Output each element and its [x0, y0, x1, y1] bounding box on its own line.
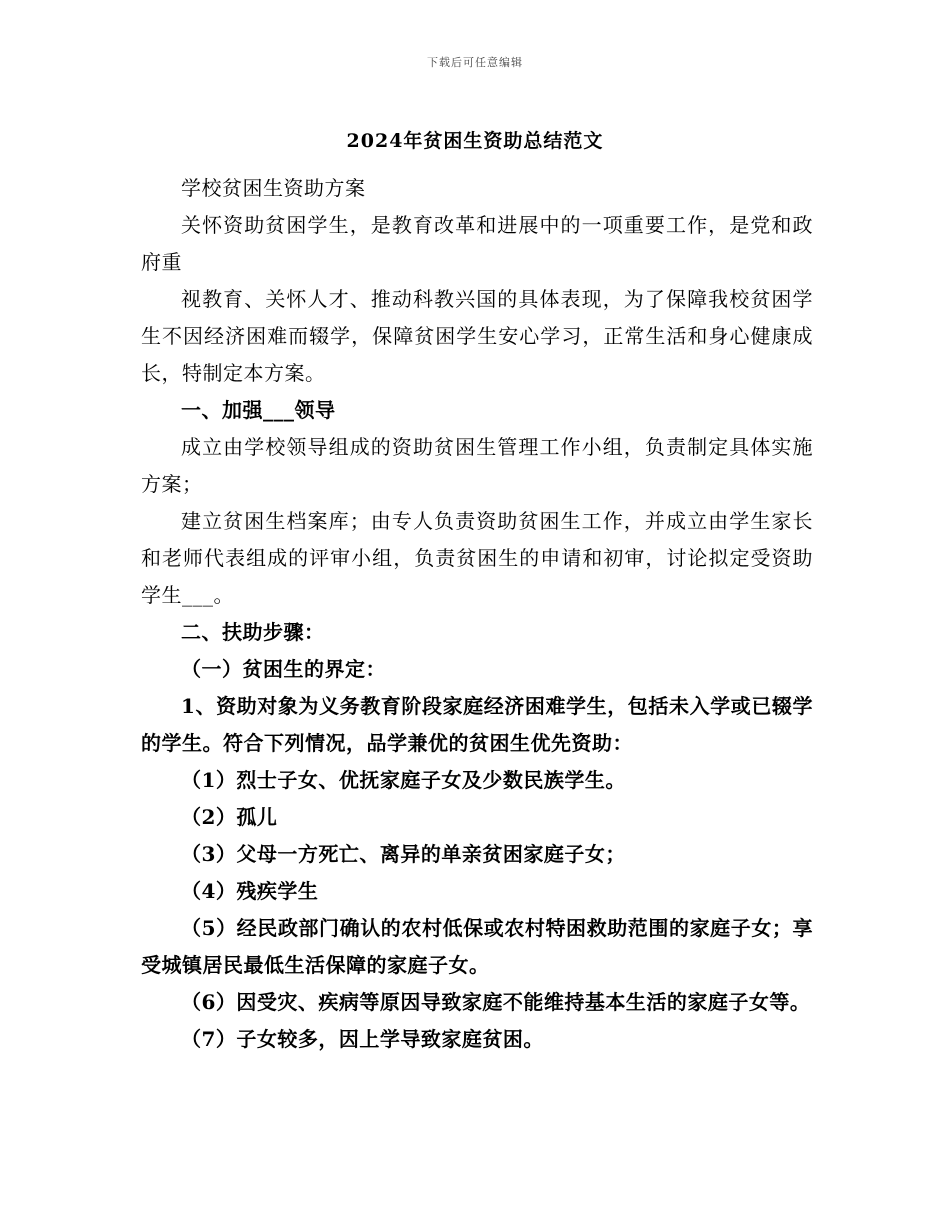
list-item: （1）烈士子女、优抚家庭子女及少数民族学生。 [181, 768, 626, 792]
paragraph: 1、资助对象为义务教育阶段家庭经济困难学生，包括未入学或已辍学的学生。符合下列情况，品学兼优的贫困生优先资助： [141, 694, 813, 755]
header-note: 下载后可任意编辑 [427, 56, 523, 69]
subsection-heading: （一）贫困生的界定： [181, 657, 386, 681]
paragraph: 关怀资助贫困学生，是教育改革和进展中的一项重要工作，是党和政府重 [141, 213, 813, 274]
section-heading: 二、扶助步骤： [181, 620, 325, 644]
document-body [141, 170, 813, 1058]
paragraph: 学校贫困生资助方案 [181, 176, 366, 200]
list-item: （2）孤儿 [181, 805, 278, 829]
paragraph: 建立贫困生档案库；由专人负责资助贫困生工作，并成立由学生家长和老师代表组成的评审小组，负责贫困生的申请和初审，讨论拟定受资助学生___。 [141, 509, 813, 607]
list-item: （7）子女较多，因上学导致家庭贫困。 [181, 1027, 544, 1051]
list-item: （3）父母一方死亡、离异的单亲贫困家庭子女； [181, 842, 626, 866]
list-item: （5）经民政部门确认的农村低保或农村特困救助范围的家庭子女；享受城镇居民最低生活保障的家庭子女。 [141, 916, 813, 977]
list-item: （6）因受灾、疾病等原因导致家庭不能维持基本生活的家庭子女等。 [181, 990, 811, 1014]
list-item: （4）残疾学生 [181, 879, 319, 903]
paragraph: 视教育、关怀人才、推动科教兴国的具体表现，为了保障我校贫困学生不因经济困难而辍学，保障贫困学生安心学习，正常生活和身心健康成长，特制定本方案。 [141, 287, 813, 385]
document-title: 2024年贫困生资助总结范文 [346, 130, 604, 152]
section-heading: 一、加强___领导 [181, 398, 336, 422]
paragraph: 成立由学校领导组成的资助贫困生管理工作小组，负责制定具体实施方案； [141, 435, 813, 496]
